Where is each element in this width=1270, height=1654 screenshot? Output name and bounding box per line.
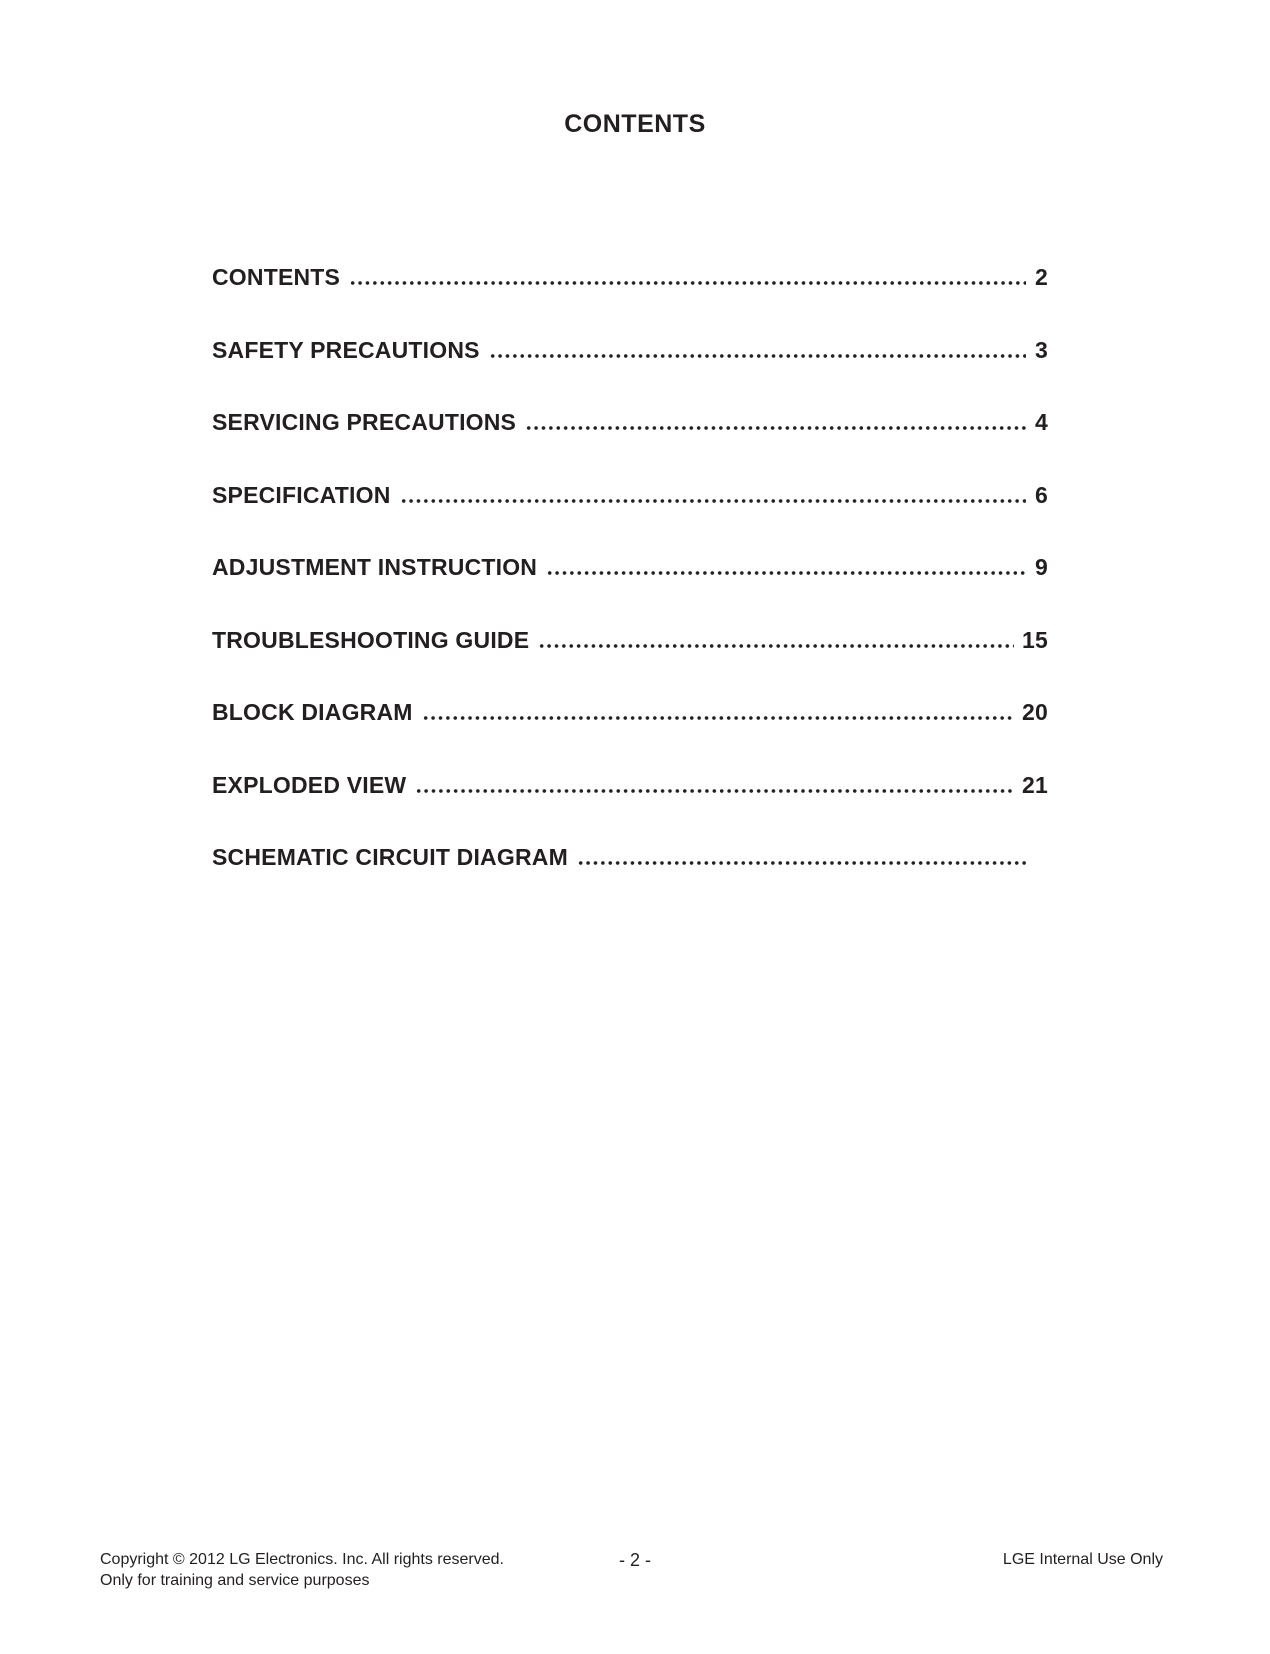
toc-entry xyxy=(212,409,1048,435)
toc-entry-page: 6 xyxy=(1035,481,1048,508)
footer-copyright-line2: Only for training and service purposes xyxy=(100,1572,370,1589)
dot-leader xyxy=(489,354,1026,358)
toc-entry xyxy=(212,264,1048,290)
toc-entry xyxy=(212,772,1048,798)
dot-leader xyxy=(400,499,1026,503)
toc-entry-label: SAFETY PRECAUTIONS xyxy=(212,336,480,363)
toc-entry-label: EXPLODED VIEW xyxy=(212,771,407,798)
toc-entry-label: BLOCK DIAGRAM xyxy=(212,699,413,725)
dot-leader xyxy=(422,716,1014,720)
toc-entry-label: SPECIFICATION xyxy=(212,481,391,508)
footer-copyright-line1: Copyright © 2012 LG Electronics. Inc. All rights reserved. xyxy=(100,1551,504,1568)
toc-entry xyxy=(212,554,1048,580)
toc-entry-label: ADJUSTMENT INSTRUCTION xyxy=(212,554,538,580)
toc-entry xyxy=(212,844,1048,870)
dot-leader xyxy=(415,789,1014,793)
toc-entry-label: SCHEMATIC CIRCUIT DIAGRAM xyxy=(212,844,568,870)
toc-entry-page: 3 xyxy=(1035,336,1048,363)
footer-page-number: - 2 - xyxy=(618,1550,651,1570)
toc-entry-label: SERVICING PRECAUTIONS xyxy=(212,409,517,435)
toc-entry xyxy=(212,627,1048,653)
dot-leader xyxy=(349,281,1026,285)
toc-entry xyxy=(212,337,1048,363)
dot-leader xyxy=(546,571,1026,575)
table-of-contents xyxy=(212,264,1048,870)
toc-entry-page: 20 xyxy=(1022,699,1048,725)
toc-entry-label: CONTENTS xyxy=(212,264,341,290)
dot-leader xyxy=(525,426,1026,430)
toc-entry-page: 2 xyxy=(1035,264,1048,290)
toc-entry-page: 15 xyxy=(1022,626,1048,653)
toc-entry-page: 4 xyxy=(1035,409,1048,435)
toc-entry xyxy=(212,482,1048,508)
toc-entry-label: TROUBLESHOOTING GUIDE xyxy=(212,626,530,653)
dot-leader xyxy=(538,644,1014,648)
page-title: CONTENTS xyxy=(564,110,706,138)
toc-entry-page: 9 xyxy=(1035,554,1048,580)
toc-entry-page: 21 xyxy=(1022,771,1048,798)
toc-entry xyxy=(212,699,1048,725)
footer-internal-note: LGE Internal Use Only xyxy=(1002,1551,1163,1568)
dot-leader xyxy=(577,861,1026,865)
